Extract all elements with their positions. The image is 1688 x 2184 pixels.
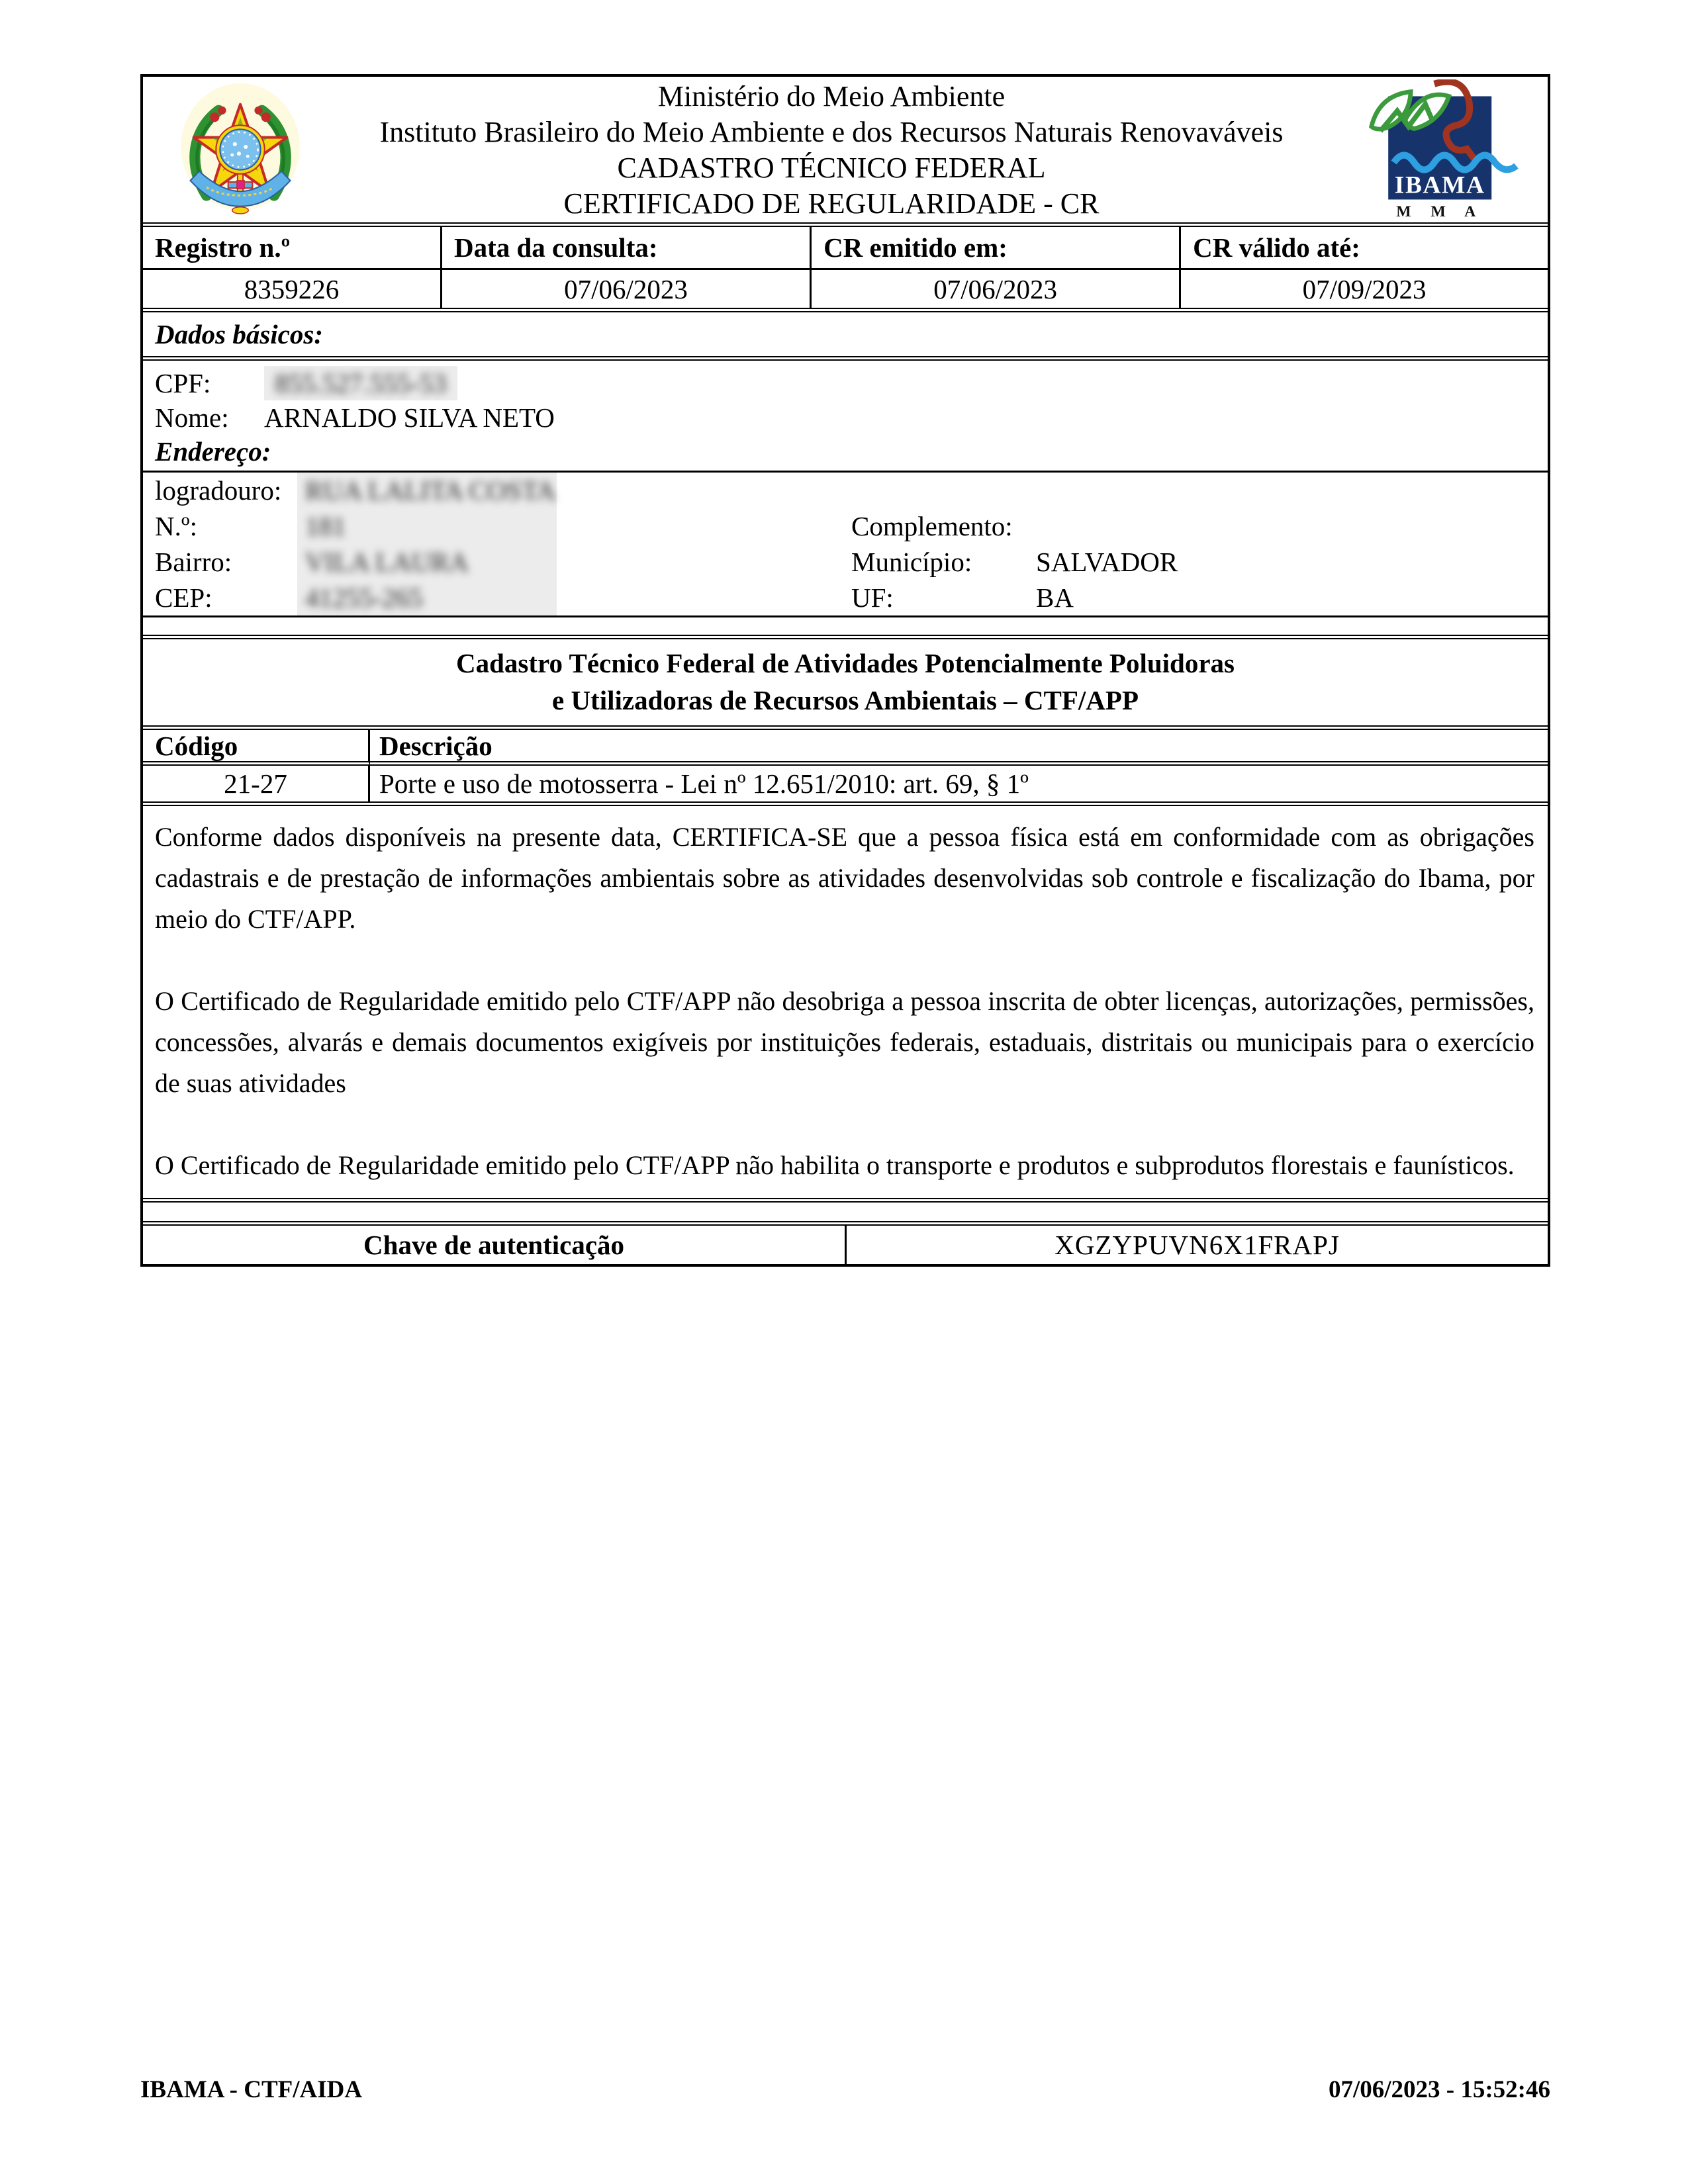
document-titles bbox=[303, 77, 1360, 222]
activity-table bbox=[143, 730, 1548, 806]
dados-basicos-label: Dados básicos: bbox=[143, 312, 1548, 361]
numero-label: N.º: bbox=[155, 511, 197, 541]
spacer-row bbox=[143, 617, 1548, 639]
footer-timestamp: 07/06/2023 - 15:52:46 bbox=[1328, 2076, 1550, 2103]
cpf-row bbox=[155, 366, 1548, 400]
registro-value: 8359226 bbox=[143, 268, 442, 308]
uf-label: UF: bbox=[851, 582, 894, 613]
title-institute: Instituto Brasileiro do Meio Ambiente e dos Recursos Naturais Renovaváveis bbox=[379, 116, 1284, 148]
descricao-header: Descrição bbox=[370, 730, 1548, 766]
address-redacted-panel bbox=[297, 473, 557, 615]
cpf-value-redacted: 855.527.555-53 bbox=[264, 366, 457, 400]
numero-value-redacted: 181 bbox=[305, 511, 346, 541]
document-header bbox=[143, 77, 1548, 227]
cr-emitido-header: CR emitido em: bbox=[812, 227, 1181, 268]
title-registry: CADASTRO TÉCNICO FEDERAL bbox=[617, 152, 1046, 184]
codigo-value: 21-27 bbox=[143, 766, 370, 801]
address-labels bbox=[155, 473, 297, 615]
registro-header: Registro n.º bbox=[143, 227, 442, 268]
cpf-label: CPF: bbox=[155, 368, 211, 398]
municipio-value: SALVADOR bbox=[1036, 547, 1178, 577]
cr-emitido-value: 07/06/2023 bbox=[812, 268, 1181, 308]
nome-value: ARNALDO SILVA NETO bbox=[264, 402, 555, 433]
logradouro-value-redacted: RUA LALITA COSTA bbox=[305, 475, 556, 506]
complemento-label: Complemento: bbox=[851, 511, 1013, 541]
complemento-row bbox=[851, 508, 1178, 544]
bairro-value-redacted: VILA LAURA bbox=[305, 547, 469, 577]
address-right-column bbox=[851, 473, 1178, 615]
data-consulta-header: Data da consulta: bbox=[442, 227, 812, 268]
municipio-row bbox=[851, 544, 1178, 580]
nome-row bbox=[155, 400, 1548, 435]
brazil-coat-of-arms-icon bbox=[177, 82, 303, 217]
ctfapp-title-line2: e Utilizadoras de Recursos Ambientais – CTF/APP bbox=[552, 685, 1139, 715]
certificate-document bbox=[140, 74, 1550, 1267]
descricao-value: Porte e uso de motosserra - Lei nº 12.651/2010: art. 69, § 1º bbox=[379, 768, 1029, 799]
certificate-paragraph-3: O Certificado de Regularidade emitido pelo CTF/APP não habilita o transporte e produtos e subprodutos florestais e faunísticos. bbox=[155, 1150, 1515, 1180]
bairro-label: Bairro: bbox=[155, 547, 232, 577]
cep-value-redacted: 41255-265 bbox=[305, 582, 423, 613]
municipio-label: Município: bbox=[851, 547, 972, 577]
uf-row bbox=[851, 580, 1178, 615]
ibama-logo-text: IBAMA bbox=[1394, 171, 1485, 199]
uf-value: BA bbox=[1036, 582, 1074, 613]
certificate-text bbox=[143, 806, 1548, 1203]
cep-label: CEP: bbox=[155, 582, 212, 613]
authentication-key-label: Chave de autenticação bbox=[143, 1226, 847, 1264]
authentication-key-value: XGZYPUVN6X1FRAPJ bbox=[1055, 1230, 1340, 1260]
ctfapp-section-title bbox=[143, 639, 1548, 730]
endereco-label: Endereço: bbox=[155, 436, 271, 467]
codigo-header: Código bbox=[143, 730, 370, 766]
address-block bbox=[143, 473, 1548, 617]
logradouro-label: logradouro: bbox=[155, 475, 282, 506]
ibama-logo-icon bbox=[1360, 79, 1529, 220]
basic-data-block bbox=[143, 361, 1548, 473]
certificate-paragraph-1: Conforme dados disponíveis na presente data, CERTIFICA-SE que a pessoa física está em conformidade com as obrigações cadastrais e de prestação de informações ambientais sobre as atividades desenvolvidas sob controle e fiscalização do Ibama, por meio do CTF/APP. bbox=[155, 822, 1534, 934]
cr-valido-value: 07/09/2023 bbox=[1181, 268, 1548, 308]
ibama-logo-subtext: M M A bbox=[1396, 203, 1484, 220]
address-right-spacer bbox=[851, 473, 1178, 508]
authentication-row bbox=[143, 1226, 1548, 1264]
page-footer bbox=[140, 2075, 1550, 2104]
registration-table bbox=[143, 227, 1548, 312]
cr-valido-header: CR válido até: bbox=[1193, 232, 1360, 263]
certificate-paragraph-2: O Certificado de Regularidade emitido pelo CTF/APP não desobriga a pessoa inscrita de obter licenças, autorizações, permissões, concessões, alvarás e demais documentos exigíveis por instituições federais, estaduais, distritais ou municipais para o exercício de suas atividades bbox=[155, 986, 1534, 1098]
title-certificate: CERTIFICADO DE REGULARIDADE - CR bbox=[563, 187, 1100, 220]
spacer-row bbox=[143, 1203, 1548, 1226]
nome-label: Nome: bbox=[155, 402, 229, 433]
title-ministry: Ministério do Meio Ambiente bbox=[657, 80, 1006, 113]
footer-system-label: IBAMA - CTF/AIDA bbox=[140, 2076, 363, 2103]
ctfapp-title-line1: Cadastro Técnico Federal de Atividades Potencialmente Poluidoras bbox=[455, 648, 1235, 678]
data-consulta-value: 07/06/2023 bbox=[442, 268, 812, 308]
